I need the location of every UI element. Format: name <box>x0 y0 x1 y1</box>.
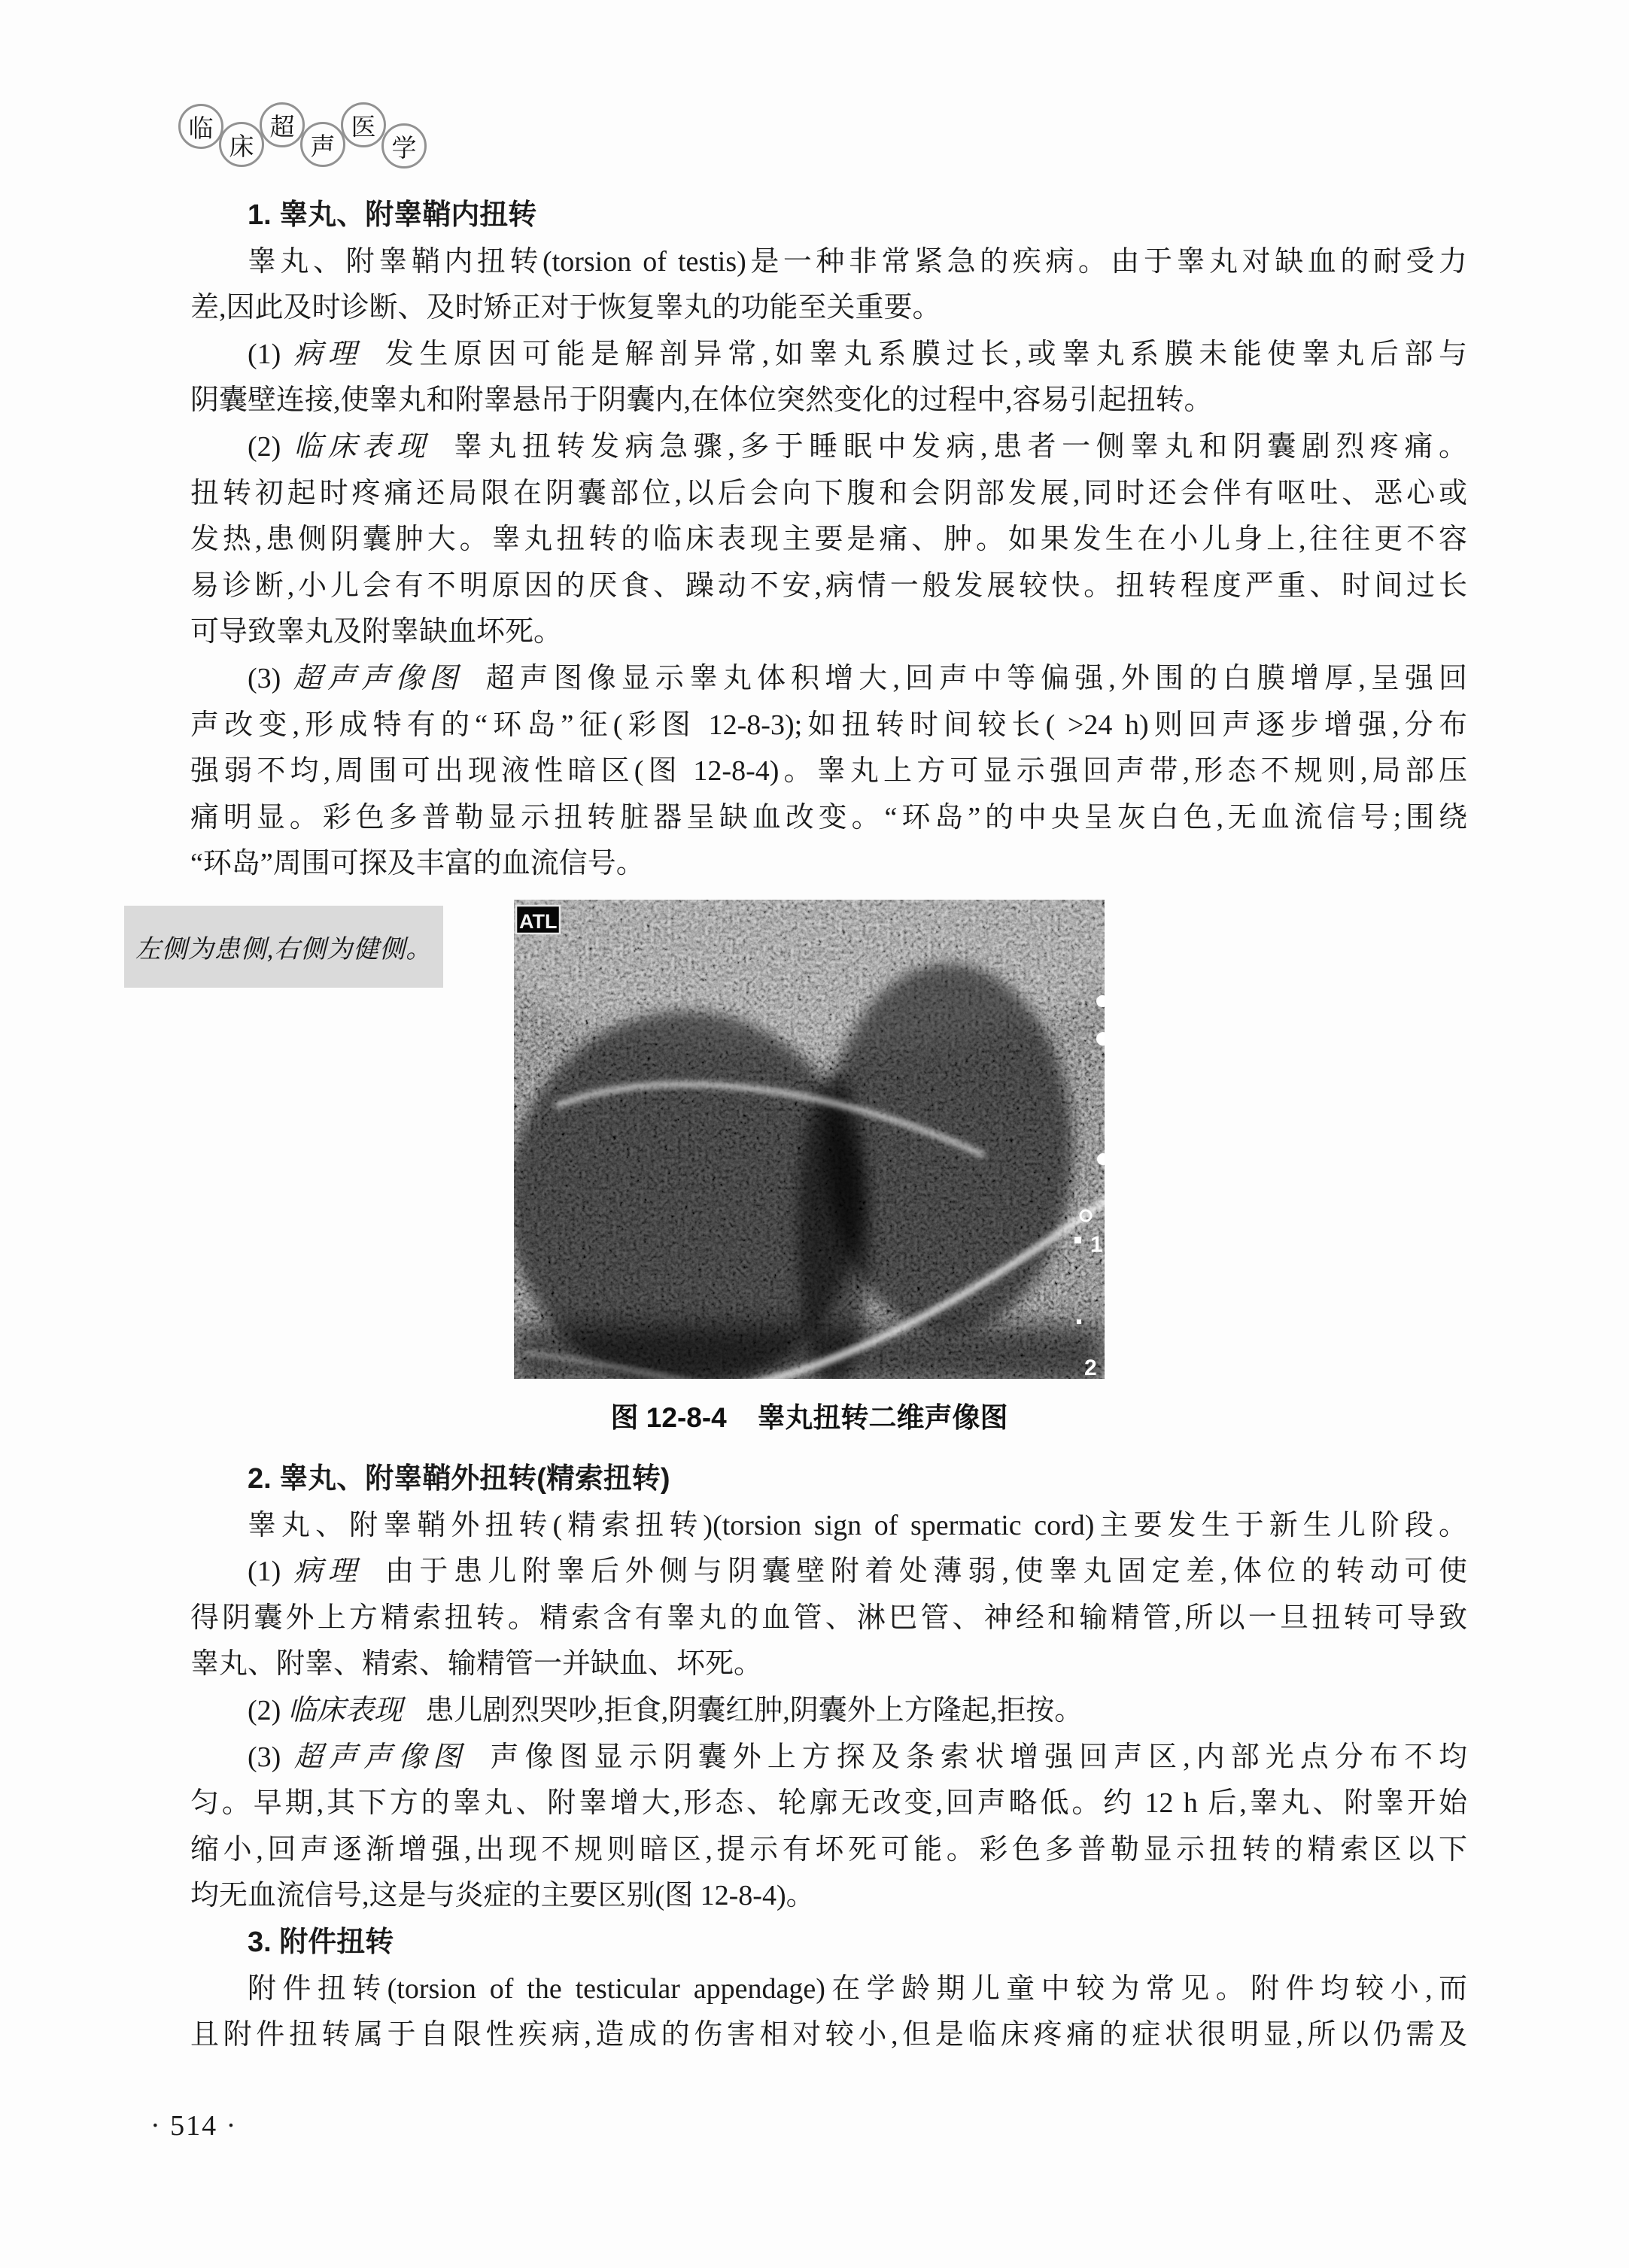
text-line <box>190 656 1467 703</box>
text-line <box>190 1549 1467 1595</box>
text-line: 强弱不均,周围可出现液性暗区(图 12-8-4)。睾丸上方可显示强回声带,形态不规则,局部压 <box>190 755 1467 788</box>
logo-circle <box>341 102 386 147</box>
section-heading-2: 2. 睾丸、附睾鞘外扭转(精索扭转) <box>248 1463 670 1495</box>
section-heading-1: 1. 睾丸、附睾鞘内扭转 <box>248 199 537 231</box>
item-label: 超声声像图 <box>293 1741 468 1773</box>
text-line: 声改变,形成特有的“环岛”征(彩图 12-8-3);如扭转时间较长( >24 h)则回声逐步增强,分布 <box>190 709 1467 741</box>
figure-caption-title: 睾丸扭转二维声像图 <box>757 1402 1008 1433</box>
item-label: 病理 <box>293 1556 363 1588</box>
logo-circle <box>219 122 264 167</box>
ultrasound-figure <box>514 900 1105 1379</box>
line-text: 超声图像显示睾丸体积增大,回声中等偏强,外围的白膜增厚,呈强回 <box>485 662 1467 694</box>
item-label: 病理 <box>293 338 363 370</box>
line-text: 患儿剧烈哭吵,拒食,阴囊红肿,阴囊外上方隆起,拒按。 <box>425 1694 1083 1726</box>
book-logo <box>178 102 434 174</box>
text-line <box>190 332 1467 378</box>
logo-char: 床 <box>229 133 254 161</box>
caliper-dot <box>1074 1237 1081 1243</box>
text-line: 得阴囊外上方精索扭转。精索含有睾丸的血管、淋巴管、神经和输精管,所以一旦扭转可导致 <box>190 1602 1467 1634</box>
text-block-1 <box>190 193 1467 888</box>
logo-char: 超 <box>269 114 295 141</box>
text-line: “环岛”周围可探及丰富的血流信号。 <box>190 848 645 880</box>
text-line <box>190 424 1467 471</box>
line-text: 发生原因可能是解剖异常,如睾丸系膜过长,或睾丸系膜未能使睾丸后部与 <box>384 338 1467 370</box>
logo-circle <box>381 123 427 169</box>
text-line: 且附件扭转属于自限性疾病,造成的伤害相对较小,但是临床疼痛的症状很明显,所以仍需及 <box>190 2019 1467 2051</box>
item-number: (3) <box>248 662 293 694</box>
item-label: 超声声像图 <box>293 662 463 694</box>
text-line: 睾丸、附睾、精索、输精管一并缺血、坏死。 <box>190 1648 763 1681</box>
depth-marker-1: 1 <box>1090 1232 1103 1257</box>
text-line: 可导致睾丸及附睾缺血坏死。 <box>190 616 563 648</box>
logo-circle <box>260 102 305 147</box>
text-line: 附件扭转(torsion of the testicular appendage)在学龄期儿童中较为常见。附件均较小,而 <box>248 1972 1467 2005</box>
margin-note-text: 左侧为患侧,右侧为健侧。 <box>135 936 433 964</box>
logo-char: 医 <box>351 114 376 141</box>
logo-char: 声 <box>310 133 336 161</box>
text-line: 均无血流信号,这是与炎症的主要区别(图 12-8-4)。 <box>190 1880 815 1912</box>
logo-circle <box>300 122 345 167</box>
item-label: 临床表现 <box>293 430 431 463</box>
text-line <box>190 1688 1467 1735</box>
item-number: (1) <box>248 338 294 370</box>
figure-caption <box>514 1395 1105 1435</box>
text-line <box>190 1735 1467 1781</box>
text-line: 缩小,回声逐渐增强,出现不规则暗区,提示有坏死可能。彩色多普勒显示扭转的精索区以下 <box>190 1833 1467 1866</box>
caliper-dot <box>1077 1319 1081 1324</box>
item-number: (1) <box>248 1556 294 1588</box>
machine-logo-label: ATL <box>519 910 558 933</box>
text-line: 扭转初起时疼痛还局限在阴囊部位,以后会向下腹和会阴部发展,同时还会伴有呕吐、恶心或 <box>190 477 1467 509</box>
logo-char: 临 <box>188 115 214 143</box>
text-line: 睾丸、附睾鞘外扭转(精索扭转)(torsion sign of spermatic cord)主要发生于新生儿阶段。 <box>248 1509 1467 1541</box>
ultrasound-image <box>514 900 1105 1379</box>
line-text: 由于患儿附睾后外侧与阴囊壁附着处薄弱,使睾丸固定差,体位的转动可使 <box>384 1556 1467 1588</box>
page-number: · 514 · <box>150 2110 238 2142</box>
logo-circle <box>178 104 223 149</box>
section-heading-3: 3. 附件扭转 <box>248 1926 394 1958</box>
text-line: 发热,患侧阴囊肿大。睾丸扭转的临床表现主要是痛、肿。如果发生在小儿身上,往往更不容 <box>190 524 1467 556</box>
text-line: 痛明显。彩色多普勒显示扭转脏器呈缺血改变。“环岛”的中央呈灰白色,无血流信号;围绕 <box>190 801 1467 833</box>
line-text: 睾丸扭转发病急骤,多于睡眠中发病,患者一侧睾丸和阴囊剧烈疼痛。 <box>453 430 1467 463</box>
item-number: (2) <box>248 1694 288 1726</box>
text-line: 匀。早期,其下方的睾丸、附睾增大,形态、轮廓无改变,回声略低。约 12 h 后,睾丸、附睾开始 <box>190 1787 1467 1820</box>
text-block-2 <box>190 1456 1467 2059</box>
text-line: 差,因此及时诊断、及时矫正对于恢复睾丸的功能至关重要。 <box>190 292 941 324</box>
item-number: (3) <box>248 1741 294 1773</box>
item-number: (2) <box>248 430 294 463</box>
item-label: 临床表现 <box>287 1694 403 1726</box>
margin-note <box>124 906 443 988</box>
text-line: 睾丸、附睾鞘内扭转(torsion of testis)是一种非常紧急的疾病。由于睾丸对缺血的耐受力 <box>248 245 1467 278</box>
text-line: 阴囊壁连接,使睾丸和附睾悬吊于阴囊内,在体位突然变化的过程中,容易引起扭转。 <box>190 384 1213 417</box>
logo-char: 学 <box>391 135 417 162</box>
text-line: 易诊断,小儿会有不明原因的厌食、躁动不安,病情一般发展较快。扭转程度严重、时间过长 <box>190 569 1467 602</box>
depth-marker-2: 2 <box>1084 1356 1097 1379</box>
figure-caption-number: 图 12-8-4 <box>610 1402 727 1433</box>
line-text: 声像图显示阴囊外上方探及条索状增强回声区,内部光点分布不均 <box>490 1741 1467 1773</box>
